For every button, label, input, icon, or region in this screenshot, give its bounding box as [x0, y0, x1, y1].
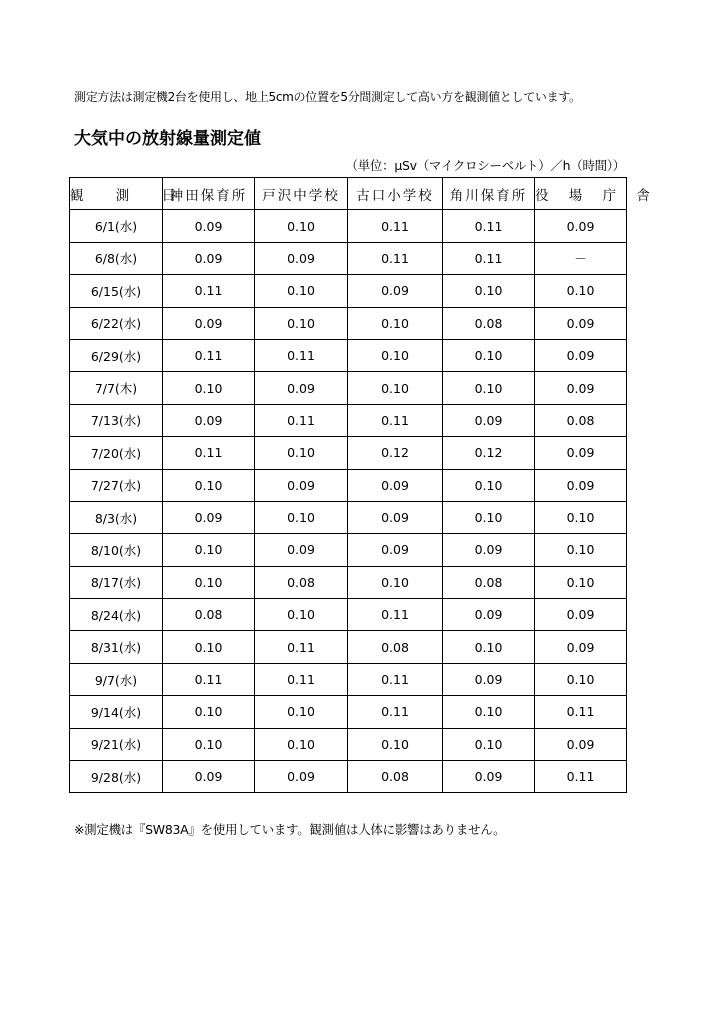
tozawa-junior-high-value: 0.11: [255, 339, 348, 371]
tsunokawa-nursery-value: 0.10: [443, 372, 535, 404]
date-cell: 9/21(水): [70, 728, 163, 760]
town-office-value: 0.11: [535, 696, 627, 728]
tozawa-junior-high-value: 0.10: [255, 437, 348, 469]
furukuchi-elementary-value: 0.08: [348, 631, 443, 663]
furukuchi-elementary-value: 0.08: [348, 761, 443, 793]
tsunokawa-nursery-value: 0.10: [443, 275, 535, 307]
tozawa-junior-high-value: 0.09: [255, 534, 348, 566]
date-cell: 6/8(水): [70, 242, 163, 274]
town-office-value: 0.09: [535, 210, 627, 242]
town-office-value: 0.10: [535, 275, 627, 307]
tozawa-junior-high-value: 0.10: [255, 501, 348, 533]
date-cell: 8/10(水): [70, 534, 163, 566]
column-header-tozawa-junior-high: 戸沢中学校: [255, 178, 348, 210]
furukuchi-elementary-value: 0.11: [348, 404, 443, 436]
tsunokawa-nursery-value: 0.10: [443, 339, 535, 371]
tsunokawa-nursery-value: 0.09: [443, 534, 535, 566]
table-row: [70, 404, 627, 436]
table-row: [70, 696, 627, 728]
table-row: [70, 631, 627, 663]
furukuchi-elementary-value: 0.11: [348, 210, 443, 242]
tsunokawa-nursery-value: 0.10: [443, 728, 535, 760]
date-cell: 7/7(木): [70, 372, 163, 404]
table-row: [70, 437, 627, 469]
tsunokawa-nursery-value: 0.12: [443, 437, 535, 469]
kanda-nursery-value: 0.11: [163, 663, 255, 695]
tsunokawa-nursery-value: 0.09: [443, 761, 535, 793]
tozawa-junior-high-value: 0.11: [255, 631, 348, 663]
column-header-kanda-nursery: 神田保育所: [163, 178, 255, 210]
date-cell: 6/29(水): [70, 339, 163, 371]
column-header-town-office: 役 場 庁 舎: [535, 178, 627, 210]
town-office-value: 0.09: [535, 599, 627, 631]
kanda-nursery-value: 0.10: [163, 631, 255, 663]
table-row: [70, 663, 627, 695]
tozawa-junior-high-value: 0.10: [255, 210, 348, 242]
date-cell: 9/28(水): [70, 761, 163, 793]
furukuchi-elementary-value: 0.09: [348, 275, 443, 307]
tsunokawa-nursery-value: 0.09: [443, 404, 535, 436]
kanda-nursery-value: 0.09: [163, 761, 255, 793]
tozawa-junior-high-value: 0.09: [255, 242, 348, 274]
town-office-value: 0.11: [535, 761, 627, 793]
kanda-nursery-value: 0.11: [163, 339, 255, 371]
furukuchi-elementary-value: 0.11: [348, 663, 443, 695]
table-header-row: [70, 178, 627, 210]
tsunokawa-nursery-value: 0.10: [443, 469, 535, 501]
town-office-value: 0.09: [535, 437, 627, 469]
town-office-value: 0.10: [535, 534, 627, 566]
date-cell: 6/22(水): [70, 307, 163, 339]
date-cell: 6/15(水): [70, 275, 163, 307]
table-row: [70, 469, 627, 501]
tozawa-junior-high-value: 0.09: [255, 372, 348, 404]
furukuchi-elementary-value: 0.11: [348, 599, 443, 631]
tozawa-junior-high-value: 0.10: [255, 275, 348, 307]
kanda-nursery-value: 0.10: [163, 566, 255, 598]
tsunokawa-nursery-value: 0.09: [443, 599, 535, 631]
date-cell: 6/1(水): [70, 210, 163, 242]
table-row: [70, 242, 627, 274]
tsunokawa-nursery-value: 0.11: [443, 242, 535, 274]
kanda-nursery-value: 0.10: [163, 372, 255, 404]
radiation-measurement-table: [69, 177, 658, 793]
furukuchi-elementary-value: 0.09: [348, 501, 443, 533]
date-cell: 7/20(水): [70, 437, 163, 469]
kanda-nursery-value: 0.09: [163, 242, 255, 274]
tozawa-junior-high-value: 0.09: [255, 761, 348, 793]
tsunokawa-nursery-value: 0.08: [443, 566, 535, 598]
town-office-value: －: [535, 242, 627, 274]
tozawa-junior-high-value: 0.11: [255, 663, 348, 695]
furukuchi-elementary-value: 0.10: [348, 728, 443, 760]
tsunokawa-nursery-value: 0.10: [443, 696, 535, 728]
tsunokawa-nursery-value: 0.10: [443, 631, 535, 663]
footnote: ※測定機は『SW83A』を使用しています。観測値は人体に影響はありません。: [74, 822, 506, 837]
kanda-nursery-value: 0.10: [163, 728, 255, 760]
town-office-value: 0.09: [535, 372, 627, 404]
kanda-nursery-value: 0.09: [163, 501, 255, 533]
town-office-value: 0.09: [535, 307, 627, 339]
table-row: [70, 339, 627, 371]
page-title: 大気中の放射線量測定値: [74, 129, 261, 149]
kanda-nursery-value: 0.09: [163, 210, 255, 242]
furukuchi-elementary-value: 0.11: [348, 242, 443, 274]
table-row: [70, 501, 627, 533]
tsunokawa-nursery-value: 0.10: [443, 501, 535, 533]
date-cell: 7/13(水): [70, 404, 163, 436]
table-row: [70, 275, 627, 307]
date-cell: 7/27(水): [70, 469, 163, 501]
town-office-value: 0.10: [535, 663, 627, 695]
town-office-value: 0.08: [535, 404, 627, 436]
town-office-value: 0.09: [535, 469, 627, 501]
furukuchi-elementary-value: 0.09: [348, 534, 443, 566]
date-cell: 8/31(水): [70, 631, 163, 663]
tozawa-junior-high-value: 0.10: [255, 307, 348, 339]
tozawa-junior-high-value: 0.10: [255, 728, 348, 760]
furukuchi-elementary-value: 0.10: [348, 307, 443, 339]
tozawa-junior-high-value: 0.10: [255, 599, 348, 631]
kanda-nursery-value: 0.09: [163, 404, 255, 436]
date-cell: 9/7(水): [70, 663, 163, 695]
kanda-nursery-value: 0.11: [163, 437, 255, 469]
date-cell: 8/3(水): [70, 501, 163, 533]
furukuchi-elementary-value: 0.11: [348, 696, 443, 728]
furukuchi-elementary-value: 0.10: [348, 372, 443, 404]
tozawa-junior-high-value: 0.08: [255, 566, 348, 598]
furukuchi-elementary-value: 0.12: [348, 437, 443, 469]
town-office-value: 0.09: [535, 339, 627, 371]
table-row: [70, 599, 627, 631]
column-header-date: 観 測 日: [70, 178, 163, 210]
column-header-furukuchi-elementary: 古口小学校: [348, 178, 443, 210]
tsunokawa-nursery-value: 0.11: [443, 210, 535, 242]
kanda-nursery-value: 0.10: [163, 469, 255, 501]
town-office-value: 0.09: [535, 631, 627, 663]
kanda-nursery-value: 0.11: [163, 275, 255, 307]
furukuchi-elementary-value: 0.09: [348, 469, 443, 501]
furukuchi-elementary-value: 0.10: [348, 339, 443, 371]
table-row: [70, 210, 627, 242]
table-row: [70, 534, 627, 566]
tozawa-junior-high-value: 0.09: [255, 469, 348, 501]
date-cell: 8/17(水): [70, 566, 163, 598]
table-row: [70, 307, 627, 339]
furukuchi-elementary-value: 0.10: [348, 566, 443, 598]
date-cell: 9/14(水): [70, 696, 163, 728]
town-office-value: 0.10: [535, 501, 627, 533]
tozawa-junior-high-value: 0.11: [255, 404, 348, 436]
tozawa-junior-high-value: 0.10: [255, 696, 348, 728]
measurement-method-note: 測定方法は測定機2台を使用し、地上5cmの位置を5分間測定して高い方を観測値としています。: [74, 90, 581, 104]
kanda-nursery-value: 0.10: [163, 534, 255, 566]
table-row: [70, 566, 627, 598]
table-row: [70, 372, 627, 404]
table-body: [70, 210, 627, 793]
unit-label: （単位：μSv（マイクロシーベルト）／h（時間））: [345, 158, 625, 173]
kanda-nursery-value: 0.08: [163, 599, 255, 631]
kanda-nursery-value: 0.10: [163, 696, 255, 728]
date-cell: 8/24(水): [70, 599, 163, 631]
town-office-value: 0.10: [535, 566, 627, 598]
table-row: [70, 728, 627, 760]
column-header-tsunokawa-nursery: 角川保育所: [443, 178, 535, 210]
town-office-value: 0.09: [535, 728, 627, 760]
tsunokawa-nursery-value: 0.09: [443, 663, 535, 695]
kanda-nursery-value: 0.09: [163, 307, 255, 339]
table-row: [70, 761, 627, 793]
tsunokawa-nursery-value: 0.08: [443, 307, 535, 339]
